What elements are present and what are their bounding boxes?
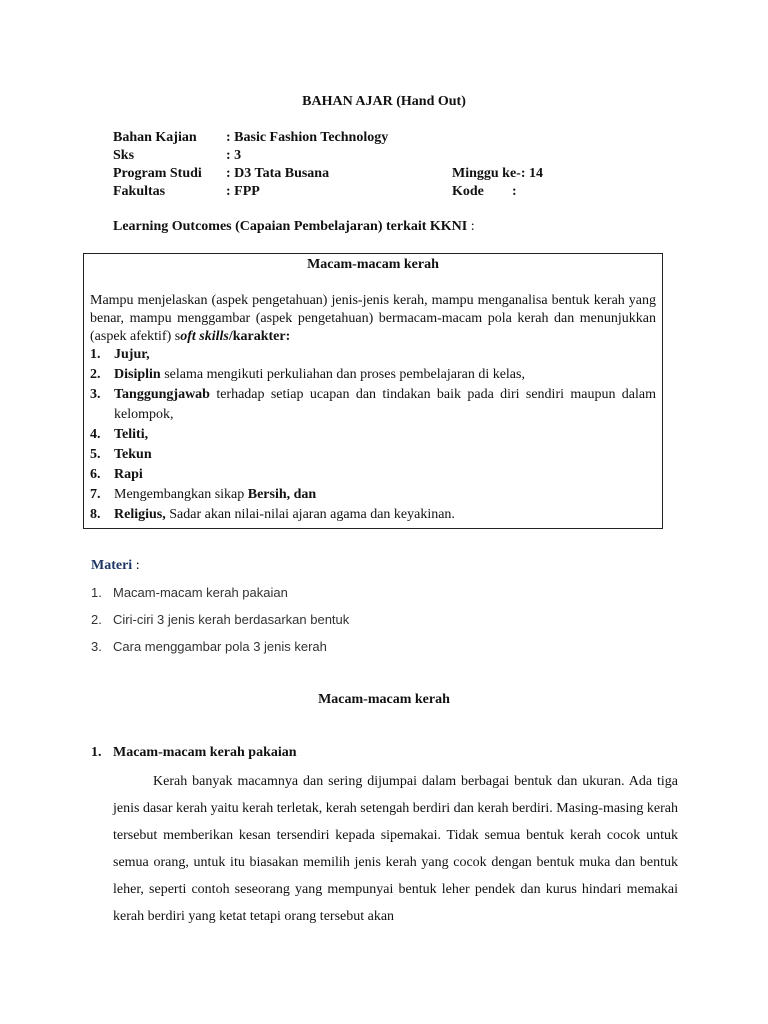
list-number: 2. [90, 367, 101, 382]
outcomes-box [83, 253, 663, 529]
list-item [90, 345, 656, 365]
list-number: 5. [90, 447, 101, 462]
fakultas-label: Fakultas [113, 184, 166, 199]
kode-value: : [512, 184, 517, 199]
list-number: 8. [90, 507, 101, 522]
bahan-kajian-value: : Basic Fashion Technology [226, 130, 389, 145]
character-list [90, 345, 656, 525]
box-description [90, 292, 656, 346]
list-item-text: terhadap setiap ucapan dan tindakan baik pada diri sendiri maupun dalam kelompok, [114, 387, 656, 422]
minggu-label: Minggu ke-: 14 [452, 166, 543, 181]
list-item-bold: Bersih, dan [247, 487, 317, 502]
list-item-bold: Religius, [114, 507, 166, 522]
soft-skills-italic: oft skills [180, 329, 229, 344]
materi-colon: : [132, 558, 140, 573]
list-item [91, 611, 349, 638]
materi-heading [91, 558, 140, 574]
list-item-bold: Teliti, [114, 427, 149, 442]
list-item-bold: Rapi [114, 467, 143, 482]
list-number: 2. [91, 612, 102, 627]
learning-outcomes-label: Learning Outcomes (Capaian Pembelajaran) terkait KKNI [113, 219, 468, 234]
section-1-heading [91, 745, 297, 761]
list-item [90, 365, 656, 385]
list-item [90, 445, 656, 465]
list-item-bold: Disiplin [114, 367, 161, 382]
list-number: 3. [91, 639, 102, 654]
section-heading: Macam-macam kerah [318, 692, 450, 707]
materi-label: Materi [91, 558, 133, 573]
section-title: Macam-macam kerah pakaian [113, 745, 297, 760]
prodi-label: Program Studi [113, 166, 202, 181]
fakultas-value: : FPP [226, 184, 260, 199]
section-number: 1. [91, 745, 102, 760]
bahan-kajian-label: Bahan Kajian [113, 130, 197, 145]
list-item [90, 465, 656, 485]
materi-list [91, 584, 349, 665]
box-title: Macam-macam kerah [307, 257, 439, 272]
list-item [90, 505, 656, 525]
list-item [90, 485, 656, 505]
list-item-text: Macam-macam kerah pakaian [113, 585, 288, 600]
list-item-text: Sadar akan nilai-nilai ajaran agama dan keyakinan. [165, 507, 455, 522]
learning-outcomes-heading [113, 219, 475, 235]
list-number: 1. [91, 585, 102, 600]
list-item-text: Cara menggambar pola 3 jenis kerah [113, 639, 327, 654]
page-title: BAHAN AJAR (Hand Out) [302, 94, 466, 109]
sks-label: Sks [113, 148, 135, 163]
list-number: 3. [90, 387, 101, 402]
list-number: 6. [90, 467, 101, 482]
kode-label: Kode [452, 184, 484, 199]
list-item [90, 385, 656, 425]
list-item-text: Mengembangkan sikap [114, 487, 248, 502]
learning-outcomes-colon: : [467, 219, 475, 234]
list-number: 4. [90, 427, 101, 442]
list-item-text: selama mengikuti perkuliahan dan proses pembelajaran di kelas, [160, 367, 525, 382]
sks-value: : 3 [226, 148, 242, 163]
list-item [91, 638, 349, 665]
list-item-bold: Tanggungjawab [114, 387, 210, 402]
list-item-bold: Tekun [114, 447, 152, 462]
list-item [91, 584, 349, 611]
list-item-bold: Jujur, [114, 347, 150, 362]
box-description-main: Mampu menjelaskan (aspek pengetahuan) jenis-jenis kerah, mampu menganalisa bentuk kerah yang benar, mampu menggambar (aspek pengetahuan) bermacam-macam pola kerah dan menunjukkan (aspek afektif) s [90, 293, 656, 344]
list-item-text: Ciri-ciri 3 jenis kerah berdasarkan bentuk [113, 612, 350, 627]
prodi-value: : D3 Tata Busana [226, 166, 330, 181]
list-item [90, 425, 656, 445]
karakter-label: /karakter: [228, 329, 291, 344]
list-number: 7. [90, 487, 101, 502]
body-paragraph: Kerah banyak macamnya dan sering dijumpai dalam berbagai bentuk dan ukuran. Ada tiga jenis dasar kerah yaitu kerah terletak, kerah setengah berdiri dan kerah berdiri. Masing-masing kerah tersebut memberikan kesan tersendiri kepada sipemakai. Tidak semua bentuk kerah cocok untuk semua orang, untuk itu biasakan memilih jenis kerah yang cocok dengan bentuk muka dan bentuk leher, seperti contoh seseorang yang mempunyai bentuk leher pendek dan kurus hindari memakai kerah berdiri yang ketat tetapi orang tersebut akan [113, 774, 678, 924]
list-number: 1. [90, 347, 101, 362]
